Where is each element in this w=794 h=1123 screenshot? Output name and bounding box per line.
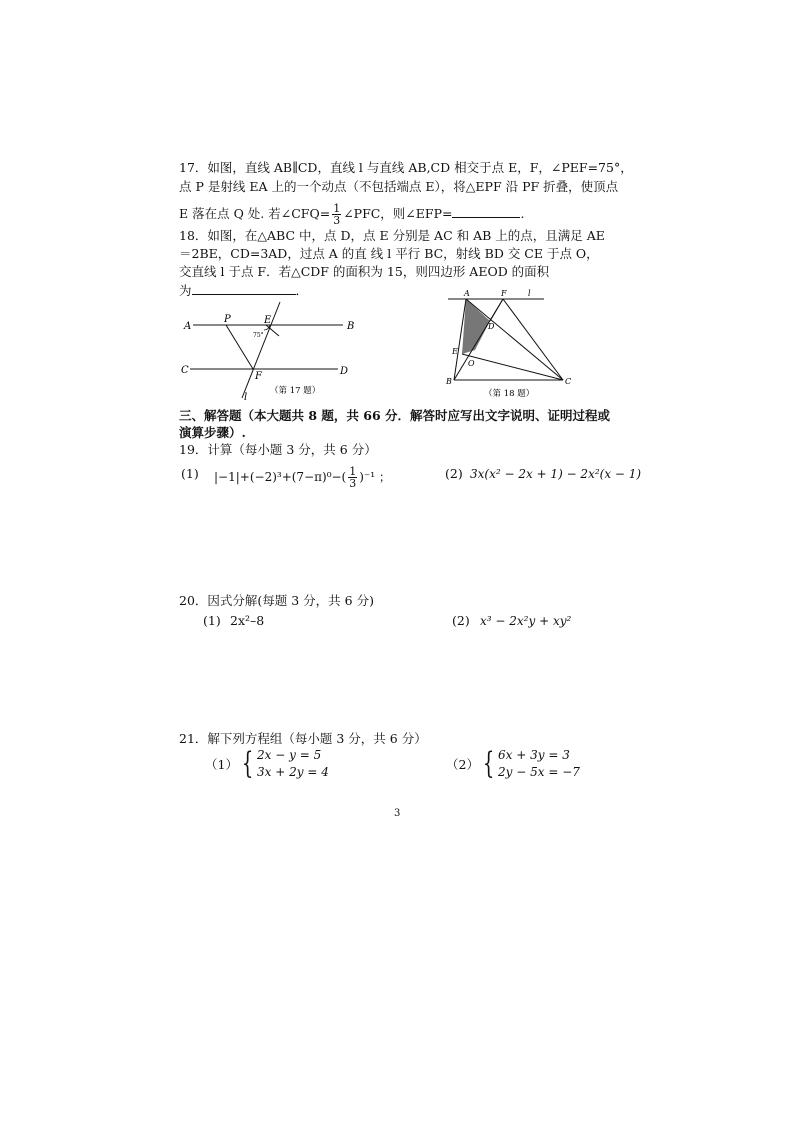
fig17-label-c: C: [181, 365, 189, 376]
q21-p1-eq1: 2x − y = 5: [257, 748, 322, 762]
fig17-label-b: B: [347, 321, 355, 332]
q21-p2-label: （2）: [446, 757, 479, 772]
q19-p1-label: (1): [181, 466, 199, 481]
q18-answer-blank[interactable]: [192, 282, 296, 295]
fig17-line-l: [242, 302, 280, 398]
q21-p1-label: （1）: [205, 757, 238, 772]
q20-title: 20．因式分解(每题 3 分，共 6 分): [179, 593, 374, 608]
q19-title: 19．计算（每小题 3 分，共 6 分）: [179, 442, 377, 457]
fig18-label-l: l: [528, 289, 531, 298]
q20-p2-label: (2): [452, 613, 470, 628]
q17-line2: 点 P 是射线 EA 上的一个动点（不包括端点 E），将△EPF 沿 PF 折叠，使顶点: [179, 179, 619, 194]
q19-p1-frac-den: 3: [349, 477, 357, 490]
q21-p2-system: [498, 747, 580, 781]
figure-18: [440, 286, 580, 402]
fig18-label-o: O: [468, 359, 475, 368]
section3-line1: 三、解答题（本大题共 8 题，共 66 分．解答时应写出文字说明、证明过程或: [179, 408, 611, 423]
q19-p2-expr: 3x(x² − 2x + 1) − 2x²(x − 1): [470, 467, 642, 481]
q17-fraction: [332, 203, 341, 226]
q21-p1: [205, 747, 329, 781]
q21-p2-eq1: 6x + 3y = 3: [498, 748, 570, 762]
fig18-caption: （第 18 题）: [484, 389, 535, 399]
q18-line4-pre: 为: [179, 283, 192, 298]
fig18-label-f: F: [501, 289, 507, 298]
q19-p1-expr-b: )⁻¹ ；: [359, 470, 391, 484]
q17-line3: [179, 203, 524, 226]
q19-p1-expr-a: |−1|+(−2)³+(7−π)⁰−(: [214, 470, 347, 484]
q18-line4-end: ．: [295, 283, 309, 298]
q20-p2-expr: x³ − 2x²y + xy²: [480, 614, 572, 628]
fig17-segment-pf: [226, 325, 253, 369]
fig17-caption: （第 17 题）: [270, 386, 321, 396]
q21-p1-system: [257, 747, 329, 781]
q19-p1-fraction: [348, 466, 357, 489]
q21-p2-brace: {: [482, 746, 495, 781]
q21-p1-eq2: 3x + 2y = 4: [257, 765, 329, 779]
q18-line1: 18．如图，在△ABC 中，点 D，点 E 分别是 AC 和 AB 上的点，且满足 AE: [179, 228, 605, 243]
fig18-label-d: D: [488, 322, 495, 331]
figure-17: [176, 300, 366, 406]
q18-line3: 交直线 l 于点 F．若△CDF 的面积为 15，则四边形 AEOD 的面积: [179, 264, 550, 279]
q17-answer-blank[interactable]: [452, 205, 520, 218]
fig18-segment-fc: [503, 299, 563, 380]
q19-p1-expr: [214, 466, 391, 489]
q18-line4: [179, 282, 308, 299]
q17-frac-den: 3: [333, 214, 341, 227]
q21-title: 21．解下列方程组（每小题 3 分，共 6 分）: [179, 731, 427, 746]
q19-p2-label: (2): [445, 466, 463, 481]
fig17-label-a: A: [184, 321, 192, 332]
q17-line3-post: ∠PFC，则∠EFP=: [343, 206, 453, 221]
fig18-segment-df: [490, 299, 503, 321]
q17-line3-end: .: [520, 206, 525, 221]
fig17-label-p: P: [224, 314, 231, 325]
q20-p1-label: (1): [203, 613, 221, 628]
fig17-label-e: E: [264, 315, 272, 326]
fig17-angle-label: 75°: [253, 332, 264, 339]
q21-p2-eq2: 2y − 5x = −7: [498, 765, 580, 779]
fig17-label-l: l: [244, 392, 248, 403]
q21-p2: [446, 747, 580, 781]
q18-line2: ＝2BE，CD=3AD，过点 A 的直 线 l 平行 BC，射线 BD 交 CE 于点 O，: [179, 246, 599, 261]
fig17-fold-mark: [266, 325, 279, 336]
fig17-label-d: D: [340, 366, 349, 377]
fig18-label-b: B: [446, 377, 452, 386]
fig18-label-a: A: [464, 289, 470, 298]
fig18-label-c: C: [565, 377, 572, 386]
q21-p1-brace: {: [241, 746, 254, 781]
q19-p1-frac-num: 1: [349, 465, 357, 478]
q20-p1-expr: 2x²–8: [230, 613, 265, 628]
q17-frac-num: 1: [333, 202, 341, 215]
fig17-label-f: F: [255, 371, 262, 382]
section3-line2: 演算步骤）.: [179, 425, 246, 440]
q17-line1: 17．如图，直线 AB∥CD，直线 l 与直线 AB,CD 相交于点 E，F，∠PEF=75°，: [179, 160, 633, 175]
page-number: 3: [394, 808, 401, 819]
q17-line3-pre: E 落在点 Q 处. 若∠CFQ=: [179, 206, 331, 221]
fig18-label-e: E: [452, 347, 458, 356]
